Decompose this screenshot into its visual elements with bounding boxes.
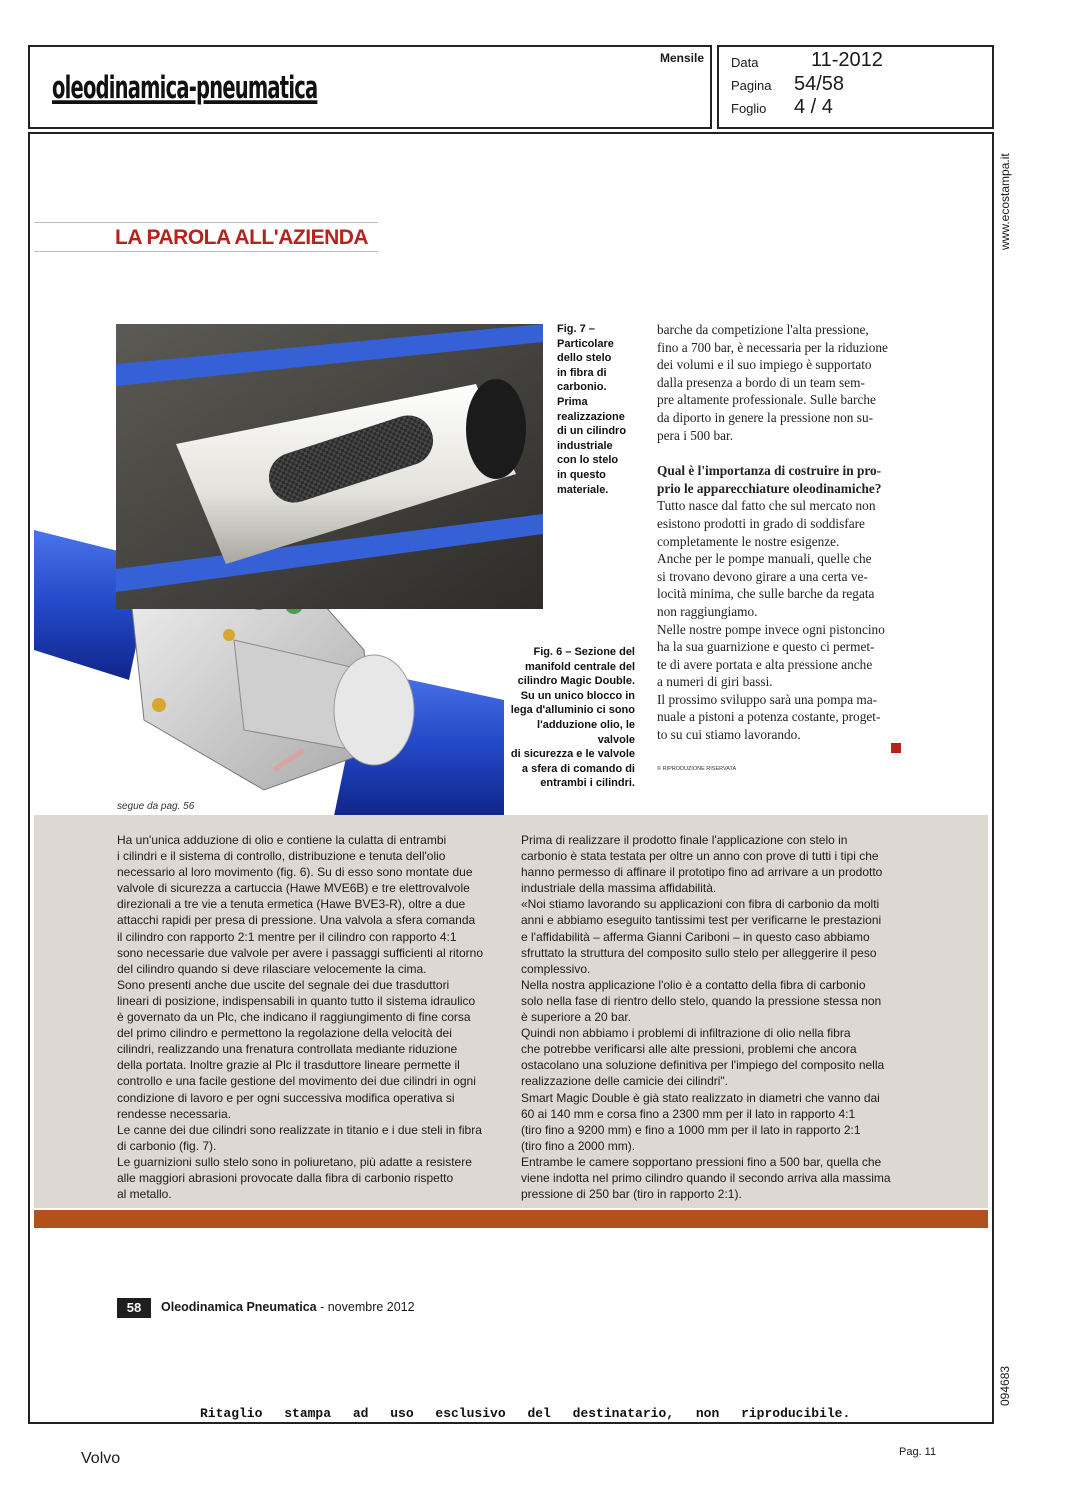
- fig7-carbon-rod-photo: [116, 324, 543, 609]
- clipping-disclaimer: Ritaglio stampa ad uso esclusivo del destinatario, non riproducibile.: [200, 1406, 851, 1421]
- copyright-note: © RIPRODUZIONE RISERVATA: [657, 766, 737, 772]
- report-page-number: Pag. 11: [899, 1446, 937, 1458]
- end-of-article-square: [891, 743, 901, 753]
- publication-logo: oleodinamica-pneumatica: [52, 69, 318, 106]
- data-value: 11-2012: [811, 49, 883, 71]
- header-masthead: [28, 45, 712, 129]
- interview-question: Qual è l'importanza di costruire in pro- prio le apparecchiature oleodinamiche?: [657, 463, 882, 496]
- header-meta-box: [717, 45, 994, 129]
- body-left-column: Ha un'unica adduzione di olio e contiene la culatta di entrambi i cilindri e il sistema di controllo, distribuzione e tenuta dell'olio necessario al loro movimento (fig. 6). Su di esso sono montate due valvole di sicurezza a cartuccia (Hawe MVE6B) e tre elettrovalvole direzionali a tre vie a tenuta ermetica (Hawe BVE3-R), oltre a due attacchi rapidi per presa di pressione. Una valvola a sfera comanda il cilindro con rapporto 2:1 mentre per il cilindro con rapporto 4:1 sono necessarie due valvole per avere i passaggi sufficienti al ritorno del cilindro quando si deve rilasciare velocemente la cima. Sono presenti anche due uscite del segnale dei due trasduttori lineari di posizione, indispensabili in quanto tutto il sistema idraulico è governato da un Plc, che indicano il raggiungimento di fine corsa del primo cilindro e permettono la regolazione della velocità dei cilindri, realizzando una frenatura controllata mediante riduzione della portata. Inoltre grazie al Plc il trasduttore lineare permette il controllo e una facile gestione del movimento dei due cilindri in ogni condizione di lavoro e per ogni successiva modifica operativa si rendesse necessaria. Le canne dei due cilindri sono realizzate in titanio e i due steli in fibra di carbonio (fig. 7). Le guarnizioni sullo stelo sono in poliuretano, più adatte a resistere alle maggiori abrasioni provocate dalla fibra di carbonio rispetto al metallo.: [117, 833, 483, 1202]
- magazine-footer: [161, 1300, 415, 1314]
- rubric-rule-bottom: [34, 251, 378, 252]
- interview-para: barche da competizione l'alta pressione, fino a 700 bar, è necessaria per la riduzione dei volumi e il suo impiego è supportato dalla presenza a bordo di un team sem- pre altamente professionale. Sulle barche da diporto in genere la pressione non su- pera i 500 bar.: [657, 322, 888, 443]
- interview-column: [657, 321, 903, 744]
- foglio-label: Foglio: [731, 101, 767, 116]
- client-name: Volvo: [81, 1450, 121, 1467]
- periodicity-label: Mensile: [659, 51, 704, 65]
- rubric-rule-top: [34, 222, 378, 223]
- side-website: www.ecostampa.it: [998, 153, 1012, 250]
- fig6-caption: Fig. 6 – Sezione del manifold centrale del cilindro Magic Double. Su un unico blocco in lega d'alluminio ci sono l'adduzione olio, le valvole di sicurezza e le valvole a sfera di comando di entrambi i cilindri.: [510, 646, 635, 790]
- section-title: LA PAROLA ALL'AZIENDA: [115, 226, 369, 249]
- magazine-page-number: 58: [117, 1298, 151, 1318]
- issue-date: - novembre 2012: [316, 1300, 415, 1314]
- publication-name: Oleodinamica Pneumatica: [161, 1300, 317, 1314]
- foglio-value: 4 / 4: [794, 96, 833, 118]
- interview-answer: Tutto nasce dal fatto che sul mercato non esistono prodotti in grado di soddisfare completamente le nostre esigenze. Anche per le pompe manuali, quelle che si trovano devono girare a una certa ve- locità minima, che sulle barche da regata non raggiungiamo. Nelle nostre pompe invece ogni pistoncino ha la sua guarnizione e questo ci permet- te di avere portata e alta pressione anche a numeri di giri bassi. Il prossimo sviluppo sarà una pompa ma- nuale a pistoni a potenza costante, proget- to su cui stiamo lavorando.: [657, 498, 885, 743]
- continued-from: segue da pag. 56: [117, 801, 195, 812]
- side-code: 094683: [998, 1365, 1012, 1406]
- pagina-label: Pagina: [731, 78, 772, 93]
- band-stripe: [34, 1210, 988, 1228]
- data-label: Data: [731, 55, 759, 70]
- body-right-column: Prima di realizzare il prodotto finale l'applicazione con stelo in carbonio è stata testata per oltre un anno con prove di tutti i tipi che hanno permesso di affinare il prototipo fino ad arrivare a un prodotto industriale della massima affidabilità. «Noi stiamo lavorando su applicazioni con fibra di carbonio da molti anni e abbiamo eseguito tantissimi test per verificarne le prestazioni e l'affidabilità – afferma Gianni Cariboni – in questo caso abbiamo sfruttato la struttura del composito sullo stelo per alleggerire il peso complessivo. Nella nostra applicazione l'olio è a contatto della fibra di carbonio solo nella fase di rientro dello stelo, quando la pressione stessa non è superiore a 20 bar. Quindi non abbiamo i problemi di infiltrazione di olio nella fibra che potrebbe verificarsi alle alte pressioni, problemi che ancora ostacolano una soluzione definitiva per l'impiego del composito nella realizzazione delle camicie dei cilindri". Smart Magic Double è già stato realizzato in diametri che vanno dai 60 ai 140 mm e corsa fino a 2300 mm per il lato in rapporto 4:1 (tiro fino a 9200 mm) e fino a 1000 mm per il lato in rapporto 2:1 (tiro fino a 2000 mm). Entrambe le camere sopportano pressioni fino a 500 bar, quella che viene indotta nel primo cilindro quando il secondo arriva alla massima pressione di 250 bar (tiro in rapporto 2:1).: [521, 833, 891, 1202]
- pagina-value: 54/58: [794, 73, 845, 95]
- fig7-caption: Fig. 7 – Particolare dello stelo in fibra di carbonio. Prima realizzazione di un cilindro industriale con lo stelo in questo materiale.: [557, 323, 627, 496]
